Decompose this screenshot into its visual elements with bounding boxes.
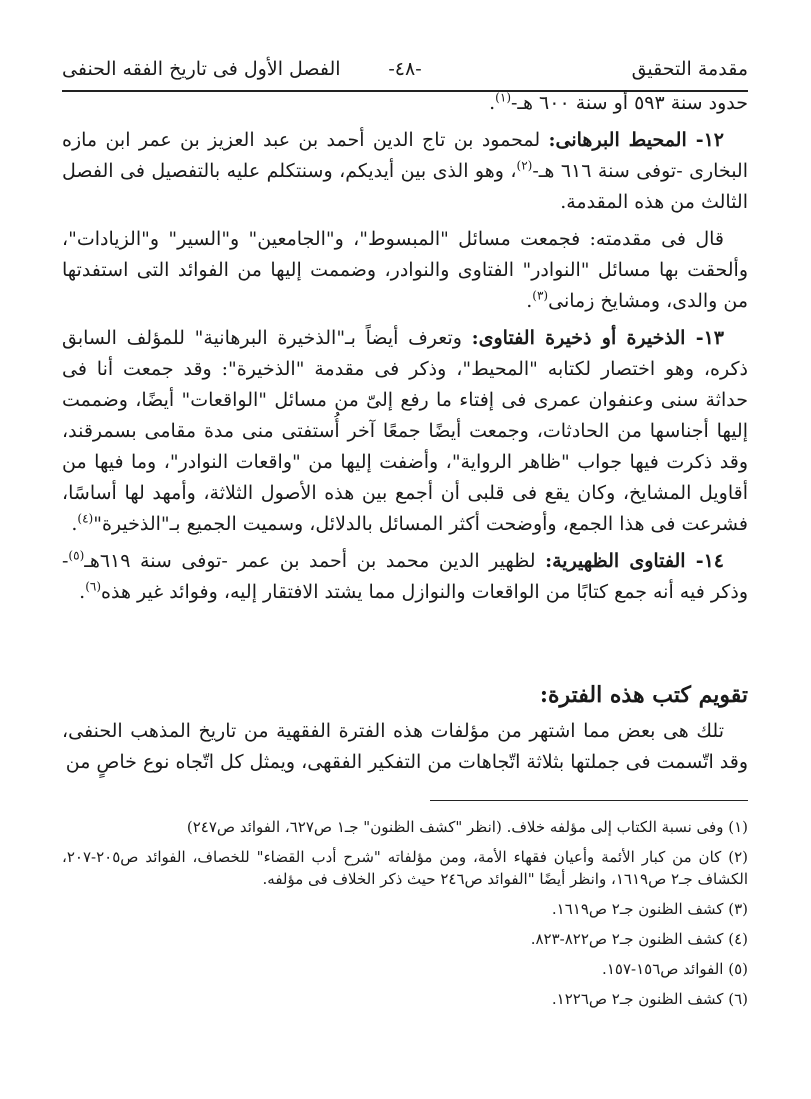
paragraph-continuation: حدود سنة ٥٩٣ أو سنة ٦٠٠ هـ-$^{(١)}$.	[489, 90, 748, 114]
footnote-ref-1: (١)	[495, 90, 511, 105]
footnote-6: (٦) كشف الظنون جـ٢ ص١٢٢٦.	[551, 990, 748, 1008]
entry-12-title: ١٢- المحيط البرهانى:	[548, 129, 725, 151]
footnote-rule	[430, 800, 748, 801]
footnote-ref-2: (٢)	[516, 158, 533, 173]
footnote-2: (٢) كان من كبار الأئمة وأعيان فقهاء الأمة، ومن مؤلفاته "شرح أدب القضاء" للخصاف، الفوائد ص٢٠٥-٢٠٧، الكشاف جـ٢ ص١٦١٩، وانظر أيضًا "الفوائد ص٢٤٦ حيث ذكر الخلاف فى مؤلفه.	[62, 848, 748, 888]
footnote-ref-6: (٦)	[85, 579, 102, 594]
page-header	[62, 58, 748, 88]
section-heading: تقويم كتب هذه الفترة:	[539, 682, 748, 708]
footnote-ref-5: (٥)	[68, 548, 85, 563]
entry-14: ١٤- الفتاوى الظهيرية: لظهير الدين محمد بن أحمد بن عمر -توفى سنة ٦١٩هـ$^{(٥)}$- وذكر فيه أنه جمع كتابًا من الواقعات والنوازل مما يشتد الافتقار إليه، وفوائد غير هذه$^{(٦)}$.	[62, 548, 748, 603]
footnote-ref-4: (٤)	[77, 511, 94, 526]
entry-14-title: ١٤- الفتاوى الظهيرية:	[545, 550, 724, 572]
footnote-ref-3: (٣)	[532, 288, 549, 303]
entry-13-title: ١٣- الذخيرة أو ذخيرة الفتاوى:	[471, 327, 724, 349]
header-book-part: مقدمة التحقيق	[631, 58, 748, 80]
entry-13: ١٣- الذخيرة أو ذخيرة الفتاوى: وتعرف أيضاً بـ"الذخيرة البرهانية" للمؤلف السابق ذكره، وهو اختصار لكتابه "المحيط"، وذكر فى مقدمة "الذخيرة": وقد جمعت أنا فى حداثة سنى وعنفوان عمرى فى إفتاء ما رفع إلىّ من مسائل "الواقعات" أيضًا، وضممت إليها أجناسها من الحادثات، وجمعت أيضًا جمعًا آخر أُستفتى منى مدة مقامى بسمرقند، وقد ذكرت فيها جواب "ظاهر الرواية"، وأضفت إليها من "واقعات النوادر"، وما فيها من أقاويل المشايخ، وكان يقع فى قلبى أن أجمع بين هذه الأصول الثلاثة، وأمهد لها أساسًا، فشرعت فى هذا الجمع، وأوضحت أكثر المسائل بالدلائل، وسميت الجميع بـ"الذخيرة"$^{(٤)}$.	[62, 327, 748, 535]
page-number: -٤٨-	[388, 58, 422, 80]
footnotes	[62, 816, 748, 1018]
quote-paragraph: قال فى مقدمته: فجمعت مسائل "المبسوط"، و"الجامعين" و"السير" و"الزيادات"، وألحقت بها مسائل "النوادر" الفتاوى والنوادر، وضممت إليها من الفوائد التى استفدتها من والدى، ومشايخ زمانى$^{(٣)}$.	[62, 228, 748, 312]
footnote-4: (٤) كشف الظنون جـ٢ ص٨٢٢-٨٢٣.	[530, 930, 748, 948]
footnote-5: (٥) الفوائد ص١٥٦-١٥٧.	[602, 960, 748, 978]
footnote-3: (٣) كشف الظنون جـ٢ ص١٦١٩.	[551, 900, 748, 918]
footnote-1: (١) وفى نسبة الكتاب إلى مؤلفه خلاف. (انظر "كشف الظنون" جـ١ ص٦٢٧، الفوائد ص٢٤٧)	[186, 818, 748, 836]
header-chapter-title: الفصل الأول فى تاريخ الفقه الحنفى	[62, 58, 341, 80]
entry-12: ١٢- المحيط البرهانى: لمحمود بن تاج الدين أحمد بن عبد العزيز بن عمر ابن مازه البخارى -توفى سنة ٦١٦ هـ-$^{(٢)}$، وهو الذى بين أيديكم، وسنتكلم عليه بالتفصيل فى الفصل الثالث من هذه المقدمة.	[62, 129, 748, 213]
main-text	[62, 88, 748, 614]
section-paragraph: تلك هى بعض مما اشتهر من مؤلفات هذه الفترة الفقهية من تاريخ المذهب الحنفى، وقد اتّسمت فى جملتها بثلاثة اتّجاهات من التفكير الفقهى، ويمثل كل اتّجاه نوع خاصٍ من	[62, 720, 748, 773]
section-intro	[62, 716, 748, 778]
